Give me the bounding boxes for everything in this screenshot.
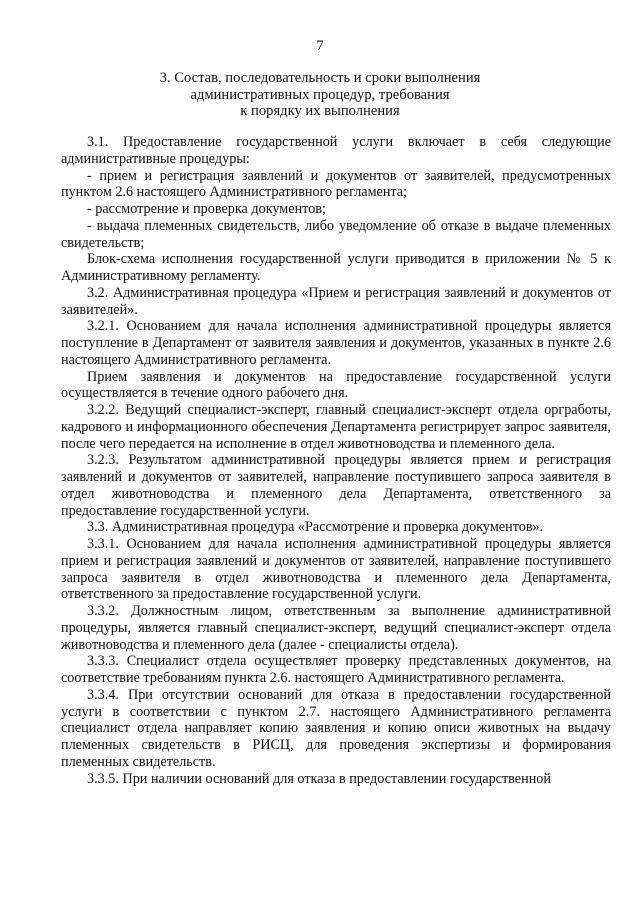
section-title-line-2: административных процедур, требования [190, 86, 450, 103]
section-title [60, 70, 580, 120]
paragraph-3-2-3: 3.2.3. Результатом административной процедуры является прием и регистрация заявлений и документов от заявителей, направление поступившего запроса заявителя в отдел животноводства и племенного дела Департамента, ответственного за предоставление государственной услуги. [61, 452, 611, 519]
paragraph-flowchart: Блок-схема исполнения государственной услуги приводится в приложении № 5 к Административному регламенту. [61, 251, 611, 284]
paragraph-3-3-4: 3.3.4. При отсутствии оснований для отказа в предоставлении государственной услуги в соответствии с пунктом 2.7. настоящего Административного регламента специалист отдела направляет копию заявления и копию описи животных на выдачу племенных свидетельств в РИСЦ, для проведения экспертизы и формирования племенных свидетельств. [61, 686, 611, 770]
page-number: 7 [316, 38, 324, 54]
paragraph-reception-time: Прием заявления и документов на предоставление государственной услуги осуществляется в течение одного рабочего дня. [61, 368, 611, 402]
paragraph-3-2: 3.2. Административная процедура «Прием и регистрация заявлений и документов от заявителей». [61, 284, 611, 318]
paragraph-3-3: 3.3. Административная процедура «Рассмотрение и проверка документов». [87, 519, 544, 536]
paragraph-3-2-2: 3.2.2. Ведущий специалист-эксперт, главный специалист-эксперт отдела оргработы, кадрового и информационного обеспечения Департамента регистрирует запрос заявителя, после чего передается на исполнение в отдел животноводства и племенного дела. [61, 402, 611, 452]
paragraph-3-3-3: 3.3.3. Специалист отдела осуществляет проверку представленных документов, на соответствие требованиям пункта 2.6. настоящего Административного регламента. [61, 653, 611, 686]
list-item-review: - рассмотрение и проверка документов; [87, 201, 326, 217]
paragraph-3-3-5: 3.3.5. При наличии оснований для отказа в предоставлении государственной [87, 770, 551, 787]
section-title-line-1: 3. Состав, последовательность и сроки выполнения [159, 70, 481, 86]
list-item-reception: - прием и регистрация заявлений и документов от заявителей, предусмотренных пунктом 2.6 настоящего Административного регламента; [61, 167, 611, 201]
section-title-line-3: к порядку их выполнения [240, 103, 400, 120]
list-item-issuance: - выдача племенных свидетельств, либо уведомление об отказе в выдаче племенных свидетельств; [61, 217, 611, 251]
document-body [61, 134, 611, 787]
paragraph-3-1: 3.1. Предоставление государственной услуги включает в себя следующие административные процедуры: [61, 134, 611, 167]
paragraph-3-3-1: 3.3.1. Основанием для начала исполнения административной процедуры является прием и регистрация заявлений и документов от заявителей, направление поступившего запроса заявителя в отдел животноводства и племенного дела Департамента, ответственного за предоставление государственной услуги. [61, 536, 611, 603]
paragraph-3-3-2: 3.3.2. Должностным лицом, ответственным за выполнение административной процедуры, является главный специалист-эксперт, ведущий специалист-эксперт отдела животноводства и племенного дела (далее - специалисты отдела). [61, 603, 611, 653]
paragraph-3-2-1: 3.2.1. Основанием для начала исполнения административной процедуры является поступление в Департамент от заявителя заявления и документов, указанных в пункте 2.6 настоящего Административного регламента. [61, 318, 611, 368]
